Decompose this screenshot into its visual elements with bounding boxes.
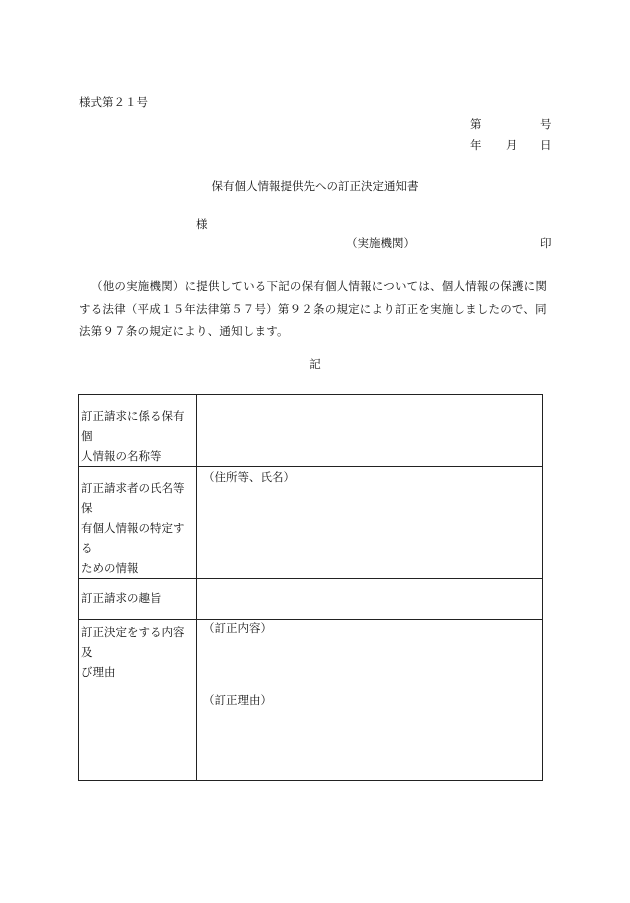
document-title: 保有個人情報提供先への訂正決定通知書 — [211, 179, 419, 193]
row-label-cell — [79, 579, 197, 620]
requester-info-note: （住所等、氏名） — [203, 470, 295, 484]
table-row — [79, 579, 543, 620]
sender-agency-label: （実施機関） — [346, 236, 415, 250]
row-label-cell — [79, 395, 197, 467]
notice-body-line-2: する法律（平成１５年法律第５７号）第９２条の規定により訂正を実施しましたので、同 — [79, 301, 547, 316]
document-number-suffix: 号 — [540, 117, 552, 131]
row-label-info-name: 訂正請求に係る保有個 人情報の名称等 — [81, 409, 185, 463]
row-label-request-purpose: 訂正請求の趣旨 — [81, 591, 162, 605]
notice-body-line-3: 法第９７条の規定により、通知します。 — [79, 324, 289, 338]
row-value-cell — [197, 395, 543, 467]
correction-reason-note: （訂正理由） — [203, 692, 272, 707]
table-row — [79, 395, 543, 467]
correction-content-note: （訂正内容） — [203, 621, 272, 635]
notice-body — [79, 275, 551, 343]
date-year-label: 年 — [470, 138, 482, 152]
row-value-cell — [197, 467, 543, 579]
row-label-cell — [79, 467, 197, 579]
row-label-requester-info: 訂正請求者の氏名等保 有個人情報の特定する ための情報 — [81, 481, 185, 575]
table-row — [79, 467, 543, 579]
seal-mark: 印 — [540, 236, 552, 250]
table-row — [79, 620, 543, 781]
row-label-cell — [79, 620, 197, 781]
date-day-label: 日 — [540, 138, 552, 152]
notice-body-line-1: （他の実施機関）に提供している下記の保有個人情報については、個人情報の保護に関 — [91, 279, 548, 293]
row-label-decision-content: 訂正決定をする内容及 び理由 — [81, 625, 185, 679]
row-value-cell — [197, 620, 543, 781]
form-number: 様式第２１号 — [79, 95, 148, 109]
addressee-honorific: 様 — [196, 217, 208, 231]
document-number-prefix: 第 — [470, 117, 482, 131]
row-value-cell — [197, 579, 543, 620]
details-table — [78, 394, 543, 781]
date-month-label: 月 — [506, 138, 518, 152]
ki-heading: 記 — [309, 357, 321, 371]
